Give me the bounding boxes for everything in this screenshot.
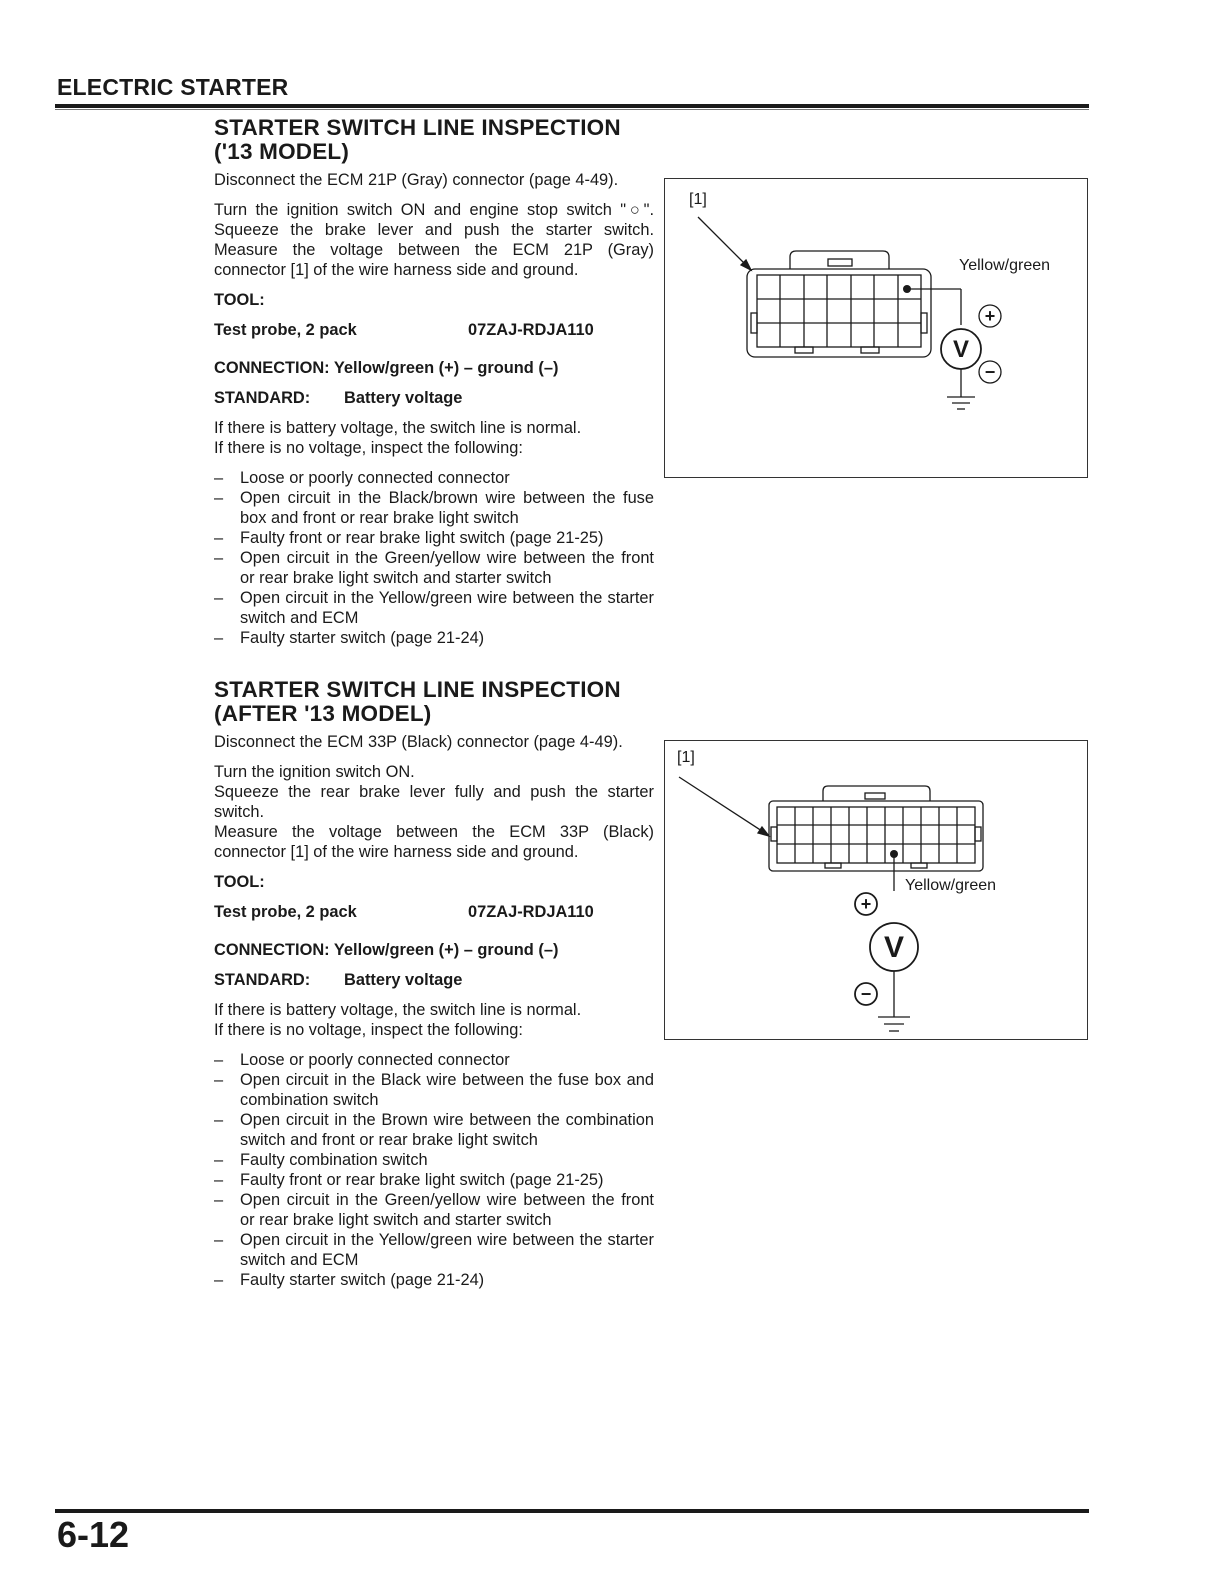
standard-label: STANDARD:: [214, 389, 311, 407]
list-item: – Open circuit in the Brown wire between the combination switch and front or rear brake light switch: [214, 1110, 654, 1150]
list-item: – Faulty starter switch (page 21-24): [214, 628, 654, 648]
list-item: – Open circuit in the Yellow/green wire between the starter switch and ECM: [214, 1230, 654, 1270]
minus-terminal-icon: −: [984, 362, 996, 382]
connection-value: Yellow/green (+) – ground (–): [333, 359, 559, 377]
section-title: [214, 678, 654, 726]
voltmeter-symbol: V: [952, 336, 970, 363]
plus-terminal-icon: +: [984, 306, 996, 326]
step-disconnect: Disconnect the ECM 21P (Gray) connector (page 4-49).: [214, 171, 619, 189]
section-title-line2: (AFTER '13 MODEL): [214, 701, 432, 726]
tool-label: TOOL:: [214, 291, 265, 309]
connection-label: CONNECTION:: [214, 359, 330, 377]
section-13-model: [214, 116, 654, 648]
page-number: 6-12: [57, 1514, 130, 1555]
chapter-title: ELECTRIC STARTER: [57, 74, 289, 100]
step-measure: Turn the ignition switch ON and engine stop switch "○". Squeeze the brake lever and push the starter switch. Measure the voltage between the ECM 21P (Gray) connector [1] of the wire harness side and ground.: [214, 201, 654, 279]
list-item: – Open circuit in the Black wire between the fuse box and combination switch: [214, 1070, 654, 1110]
list-item: – Loose or poorly connected connector: [214, 1050, 654, 1070]
list-item: – Faulty front or rear brake light switch (page 21-25): [214, 528, 654, 548]
connector-21p-diagram: [664, 178, 1088, 478]
tool-name: Test probe, 2 pack: [214, 903, 357, 921]
section-title-line1: STARTER SWITCH LINE INSPECTION: [214, 115, 621, 140]
footer-rule: [55, 1509, 1089, 1513]
result-normal: If there is battery voltage, the switch line is normal.: [214, 419, 582, 437]
minus-terminal-icon: −: [860, 984, 872, 1004]
connection-spec: [214, 940, 654, 960]
list-item: – Faulty combination switch: [214, 1150, 654, 1170]
result-abnormal: If there is no voltage, inspect the following:: [214, 1021, 523, 1039]
standard-label: STANDARD:: [214, 971, 311, 989]
probe-point: [890, 850, 898, 858]
list-item: – Faulty front or rear brake light switch (page 21-25): [214, 1170, 654, 1190]
result-abnormal: If there is no voltage, inspect the following:: [214, 439, 523, 457]
section-title-line1: STARTER SWITCH LINE INSPECTION: [214, 677, 621, 702]
check-list: [214, 1050, 654, 1290]
wire-color-label: Yellow/green: [959, 257, 1051, 274]
section-title: [214, 116, 654, 164]
list-item: – Faulty starter switch (page 21-24): [214, 1270, 654, 1290]
connection-spec: [214, 358, 654, 378]
standard-value: Battery voltage: [344, 389, 463, 407]
tool-number: 07ZAJ-RDJA110: [468, 903, 594, 921]
connection-value: Yellow/green (+) – ground (–): [333, 941, 559, 959]
list-item: – Open circuit in the Green/yellow wire between the front or rear brake light switch and starter switch: [214, 548, 654, 588]
list-item: – Open circuit in the Black/brown wire between the fuse box and front or rear brake light switch: [214, 488, 654, 528]
list-item: – Open circuit in the Yellow/green wire between the starter switch and ECM: [214, 588, 654, 628]
tool-row: [214, 902, 654, 922]
tool-row: [214, 320, 654, 340]
header-rule-thin: [55, 109, 1089, 110]
probe-point: [903, 285, 911, 293]
step-measure: Turn the ignition switch ON. Squeeze the rear brake lever fully and push the starter switch. Measure the voltage between the ECM 33P (Black) connector [1] of the wire harness side and ground.: [214, 763, 654, 861]
result-normal: If there is battery voltage, the switch line is normal.: [214, 1001, 582, 1019]
connector-33p-drawing: [665, 741, 1087, 1039]
list-item: – Open circuit in the Green/yellow wire between the front or rear brake light switch and starter switch: [214, 1190, 654, 1230]
section-title-line2: ('13 MODEL): [214, 139, 350, 164]
section-after-13-model: [214, 678, 654, 1290]
figure-callout: [1]: [689, 191, 707, 208]
check-list: [214, 468, 654, 648]
standard-spec: [214, 388, 654, 408]
standard-spec: [214, 970, 654, 990]
connection-label: CONNECTION:: [214, 941, 330, 959]
connector-21p-drawing: [665, 179, 1087, 477]
figure-callout: [1]: [677, 749, 695, 766]
wire-color-label: Yellow/green: [905, 877, 997, 894]
connector-33p-diagram: [664, 740, 1088, 1040]
list-item: – Loose or poorly connected connector: [214, 468, 654, 488]
step-disconnect: Disconnect the ECM 33P (Black) connector (page 4-49).: [214, 733, 623, 751]
tool-name: Test probe, 2 pack: [214, 321, 357, 339]
tool-label: TOOL:: [214, 873, 265, 891]
voltmeter-symbol: V: [883, 931, 905, 964]
standard-value: Battery voltage: [344, 971, 463, 989]
plus-terminal-icon: +: [860, 894, 872, 914]
header-rule: [55, 104, 1089, 108]
tool-number: 07ZAJ-RDJA110: [468, 321, 594, 339]
